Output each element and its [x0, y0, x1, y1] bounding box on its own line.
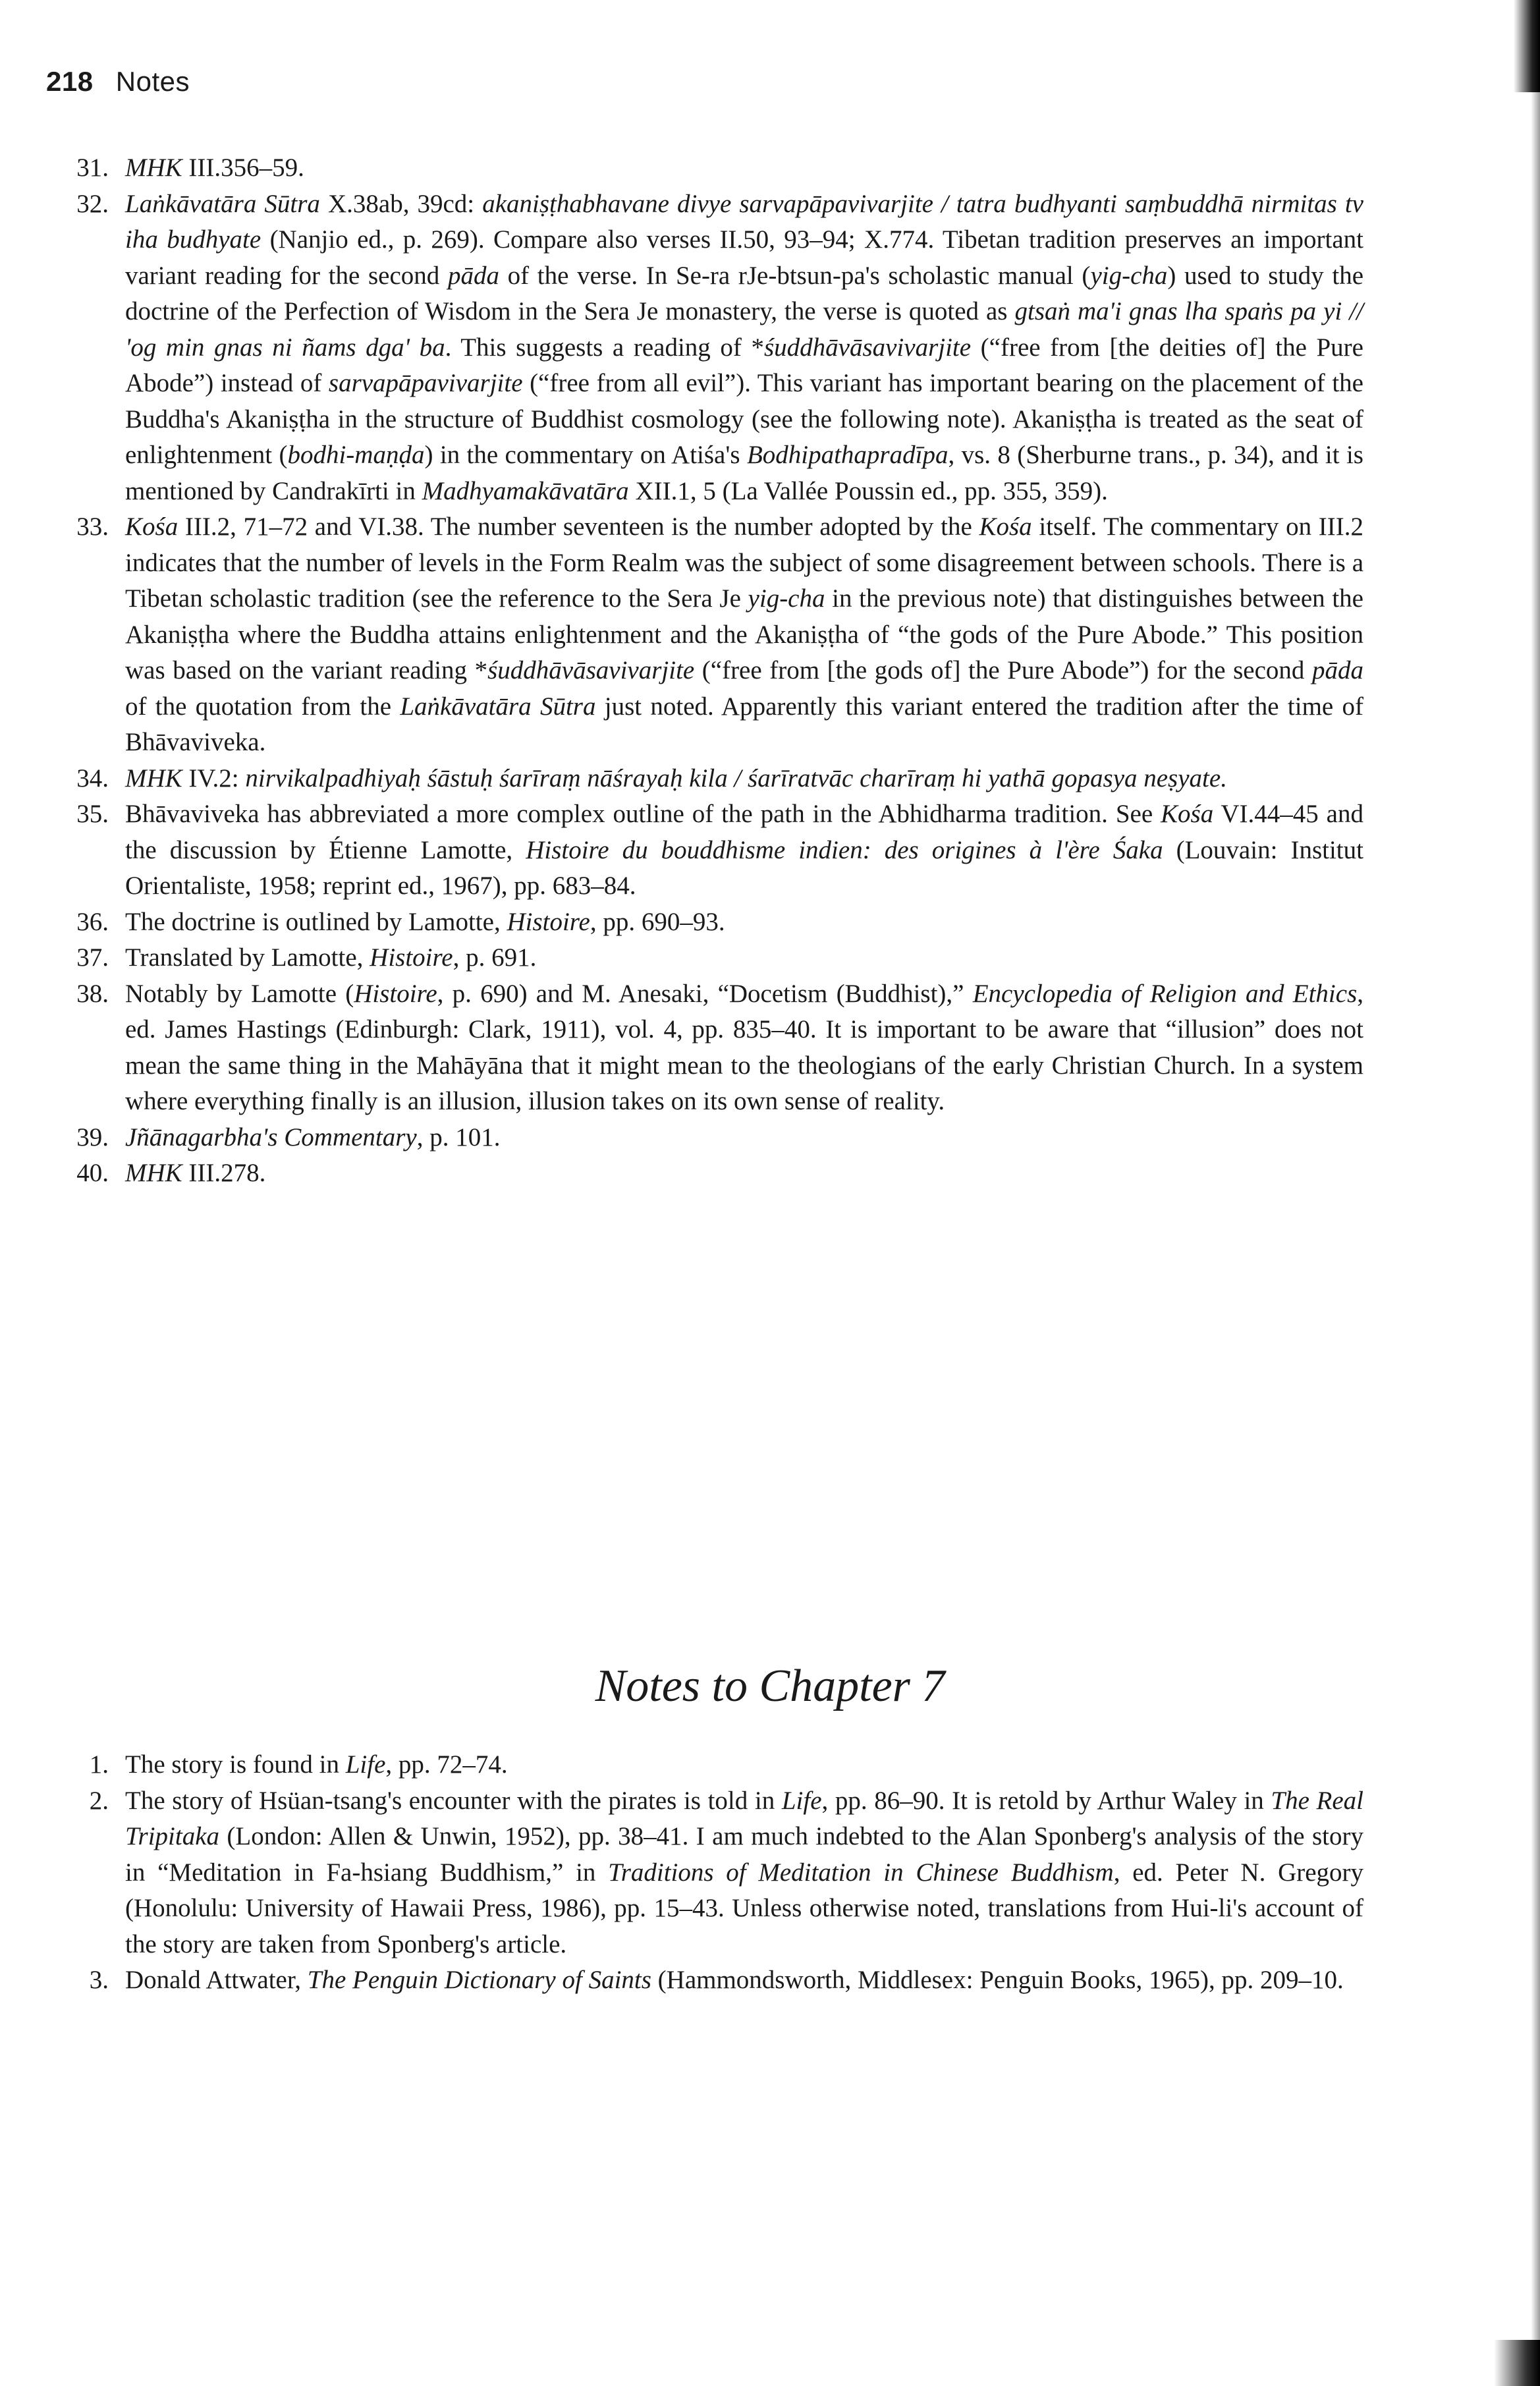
note-text: Donald Attwater, The Penguin Dictionary of Saints (Hammondsworth, Middlesex: Penguin Books, 1965), pp. 209–10.	[125, 1966, 1344, 1994]
section-title: Notes	[115, 66, 190, 97]
note-number: 34.	[76, 763, 109, 792]
note-text: Translated by Lamotte, Histoire, p. 691.	[125, 943, 537, 972]
note-text: Jñānagarbha's Commentary, p. 101.	[125, 1123, 501, 1151]
note-number: 36.	[76, 907, 109, 936]
note-item	[46, 1155, 1363, 1192]
note-number: 32.	[76, 189, 109, 218]
note-text: The story is found in Life, pp. 72–74.	[125, 1750, 508, 1779]
note-item	[46, 1120, 1363, 1156]
note-item	[46, 509, 1363, 761]
note-item	[46, 1783, 1363, 1963]
running-head	[46, 66, 190, 97]
note-number: 31.	[76, 153, 109, 182]
note-number: 39.	[76, 1123, 109, 1151]
note-item	[46, 761, 1363, 797]
note-number: 1.	[89, 1750, 109, 1779]
note-number: 2.	[89, 1786, 109, 1815]
note-item	[46, 186, 1363, 510]
note-text: MHK IV.2: nirvikalpadhiyaḥ śāstuḥ śarīraṃ nāśrayaḥ kila / śarīratvāc charīraṃ hi yathā gopasya neṣyate.	[125, 763, 1227, 792]
note-number: 38.	[76, 979, 109, 1008]
note-item	[46, 796, 1363, 904]
note-number: 37.	[76, 943, 109, 972]
note-text: The story of Hsüan-tsang's encounter with the pirates is told in Life, pp. 86–90. It is retold by Arthur Waley in The Real Tripitaka (London: Allen & Unwin, 1952), pp. 38–41. I am much indebted to the Alan Sponberg's analysis of the story in “Meditation in Fa-hsiang Buddhism,” in Traditions of Meditation in Chinese Buddhism, ed. Peter N. Gregory (Honolulu: University of Hawaii Press, 1986), pp. 15–43. Unless otherwise noted, translations from Hui-li's account of the story are taken from Sponberg's article.	[125, 1786, 1364, 1958]
note-item	[46, 904, 1363, 941]
note-item	[46, 976, 1363, 1120]
note-item	[46, 1962, 1363, 1999]
note-number: 40.	[76, 1159, 109, 1187]
page-edge-shadow	[1531, 0, 1540, 2386]
note-number: 35.	[76, 800, 109, 828]
note-item	[46, 1747, 1363, 1783]
notes-list-chapter-7	[46, 1747, 1363, 1999]
note-number: 33.	[76, 513, 109, 541]
chapter-heading: Notes to Chapter 7	[595, 1661, 945, 1711]
note-text: MHK III.278.	[125, 1159, 266, 1187]
scan-edge-mark-top	[1514, 0, 1540, 92]
page-number: 218	[46, 66, 94, 97]
note-text: The doctrine is outlined by Lamotte, Histoire, pp. 690–93.	[125, 907, 725, 936]
note-item	[46, 150, 1363, 186]
note-text: Laṅkāvatāra Sūtra X.38ab, 39cd: akaniṣṭhabhavane divye sarvapāpavivarjite / tatra budhyanti saṃbuddhā nirmitas tv iha budhyate (Nanjio ed., p. 269). Compare also verses II.50, 93–94; X.774. Tibetan tradition preserves an important variant reading for the second pāda of the verse. In Se-ra rJe-btsun-pa's scholastic manual (yig-cha) used to study the doctrine of the Perfection of Wisdom in the Sera Je monastery, the verse is quoted as gtsaṅ ma'i gnas lha spaṅs pa yi // 'og min gnas ni ñams dga' ba. This suggests a reading of *śuddhāvāsavivarjite (“free from [the deities of] the Pure Abode”) instead of sarvapāpavivarjite (“free from all evil”). This variant has important bearing on the placement of the Buddha's Akaniṣṭha in the structure of Buddhist cosmology (see the following note). Akaniṣṭha is treated as the seat of enlightenment (bodhi-maṇḍa) in the commentary on Atiśa's Bodhipathapradīpa, vs. 8 (Sherburne trans., p. 34), and it is mentioned by Candrakīrti in Madhyamakāvatāra XII.1, 5 (La Vallée Poussin ed., pp. 355, 359).	[125, 189, 1364, 505]
scan-edge-mark-bottom	[1494, 2340, 1540, 2386]
note-text: Bhāvaviveka has abbreviated a more complex outline of the path in the Abhidharma tradition. See Kośa VI.44–45 and the discussion by Étienne Lamotte, Histoire du bouddhisme indien: des origines à l'ère Śaka (Louvain: Institut Orientaliste, 1958; reprint ed., 1967), pp. 683–84.	[125, 800, 1363, 900]
note-text: MHK III.356–59.	[125, 153, 304, 182]
notes-list-chapter-6	[46, 150, 1363, 1192]
note-text: Notably by Lamotte (Histoire, p. 690) and M. Anesaki, “Docetism (Buddhist),” Encyclopedia of Religion and Ethics, ed. James Hastings (Edinburgh: Clark, 1911), vol. 4, pp. 835–40. It is important to be aware that “illusion” does not mean the same thing in the Mahāyāna that it might mean to the theologians of the early Christian Church. In a system where everything finally is an illusion, illusion takes on its own sense of reality.	[125, 979, 1363, 1115]
note-number: 3.	[89, 1966, 109, 1994]
note-item	[46, 940, 1363, 976]
note-text: Kośa III.2, 71–72 and VI.38. The number seventeen is the number adopted by the Kośa itself. The commentary on III.2 indicates that the number of levels in the Form Realm was the subject of some disagreement between schools. There is a Tibetan scholastic tradition (see the reference to the Sera Je yig-cha in the previous note) that distinguishes between the Akaniṣṭha where the Buddha attains enlightenment and the Akaniṣṭha of “the gods of the Pure Abode.” This position was based on the variant reading *śuddhāvāsavivarjite (“free from [the gods of] the Pure Abode”) for the second pāda of the quotation from the Laṅkāvatāra Sūtra just noted. Apparently this variant entered the tradition after the time of Bhāvaviveka.	[125, 513, 1363, 756]
